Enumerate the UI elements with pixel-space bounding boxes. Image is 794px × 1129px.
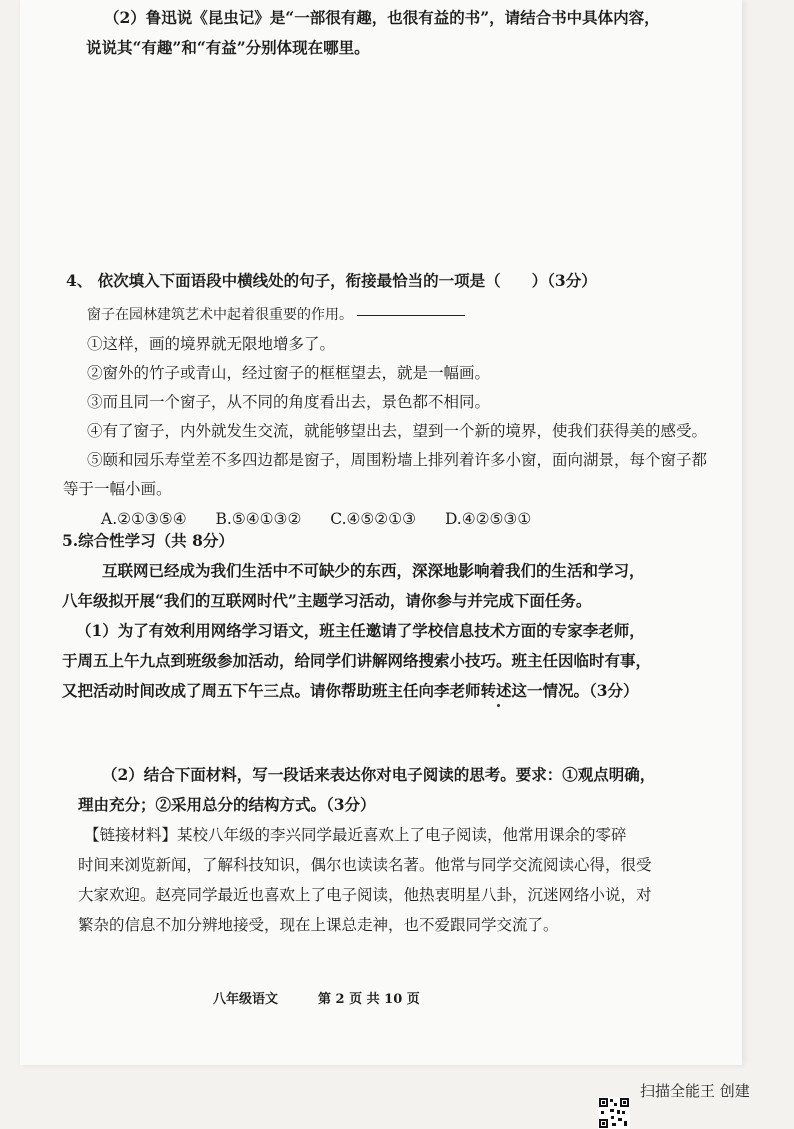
q3-2-line-2: 说说其“有趣”和“有益”分别体现在哪里。: [86, 38, 370, 57]
qr-code-icon: [598, 1097, 630, 1129]
q5-task1-b: 于周五上午九点到班级参加活动，给同学们讲解网络搜索小技巧。班主任因临时有事，: [62, 651, 652, 670]
q5-intro-1: 互联网已经成为我们生活中不可缺少的东西，深深地影响着我们的生活和学习，: [102, 561, 645, 580]
page-footer: [213, 988, 460, 1007]
question-5-title: [62, 526, 702, 556]
q5-title: 5.综合性学习（共 8分）: [62, 531, 234, 550]
option-c[interactable]: C.④⑤②①③: [330, 510, 416, 528]
q5-material-4: 繁杂的信息不加分辨地接受，现在上课总走神，也不爱跟同学交流了。: [78, 916, 559, 934]
question-3-2: [86, 3, 744, 63]
q5-material-3: 大家欢迎。赵亮同学最近也喜欢上了电子阅读，他热衷明星八卦，沉迷网络小说，对: [78, 886, 652, 904]
question-5-task2: [78, 760, 718, 940]
q5-task2-b: 理由充分；②采用总分的结构方式。（3分）: [78, 795, 376, 814]
q3-2-line-1: （2）鲁迅说《昆虫记》是“一部很有趣，也很有益的书”，请结合书中具体内容，: [104, 8, 660, 27]
q4-sentence-5b: 等于一幅小画。: [63, 480, 172, 498]
q4-stem: 窗子在园林建筑艺术中起着很重要的作用。: [87, 300, 727, 330]
ink-speck: [497, 704, 500, 707]
q4-sentence-3: ③而且同一个窗子，从不同的角度看出去，景色都不相同。: [87, 393, 491, 411]
q5-material-1: 【链接材料】某校八年级的李兴同学最近喜欢上了电子阅读，他常用课余的零碎: [84, 826, 627, 844]
option-d[interactable]: D.④②⑤③①: [444, 510, 532, 528]
q4-sentence-5a: ⑤颐和园乐寿堂差不多四边都是窗子，周围粉墙上排列着许多小窗，面向湖景，每个窗子都: [87, 451, 708, 469]
option-a[interactable]: A.②①③⑤④: [101, 510, 187, 528]
question-4: [66, 266, 706, 296]
q4-sentence-4: ④有了窗子，内外就发生交流，就能够望出去，望到一个新的境界，使我们获得美的感受。: [87, 422, 708, 440]
option-b[interactable]: B.⑤④①③②: [215, 510, 302, 528]
q5-task2-a: （2）结合下面材料，写一段话来表达你对电子阅读的思考。要求：①观点明确，: [102, 765, 656, 784]
q5-material-2: 时间来浏览新闻，了解科技知识，偶尔也读读名著。他常与同学交流阅读心得，很受: [78, 856, 652, 874]
q5-task1-c: 又把活动时间改成了周五下午三点。请你帮助班主任向李老师转述这一情况。（3分）: [62, 681, 639, 700]
q5-task1-a: （1）为了有效利用网络学习语文，班主任邀请了学校信息技术方面的专家李老师，: [76, 621, 645, 640]
q4-sentence-2: ②窗外的竹子或青山，经过窗子的框框望去，就是一幅画。: [87, 364, 491, 382]
q5-intro-2: 八年级拟开展“我们的互联网时代”主题学习活动，请你参与并完成下面任务。: [62, 591, 592, 610]
footer-page-number: 第 2 页 共 10 页: [318, 992, 420, 1007]
footer-subject: 八年级语文: [213, 992, 279, 1007]
question-4-body: [63, 300, 727, 534]
q4-title: 4、 依次填入下面语段中横线处的句子，衔接最恰当的一项是（ ）（3分）: [66, 271, 597, 290]
scanner-watermark: 扫描全能王 创建: [640, 1082, 750, 1100]
q4-sentence-1: ①这样，画的境界就无限地增多了。: [87, 335, 336, 353]
answer-blank[interactable]: [357, 314, 465, 316]
question-5-body: [62, 556, 702, 706]
